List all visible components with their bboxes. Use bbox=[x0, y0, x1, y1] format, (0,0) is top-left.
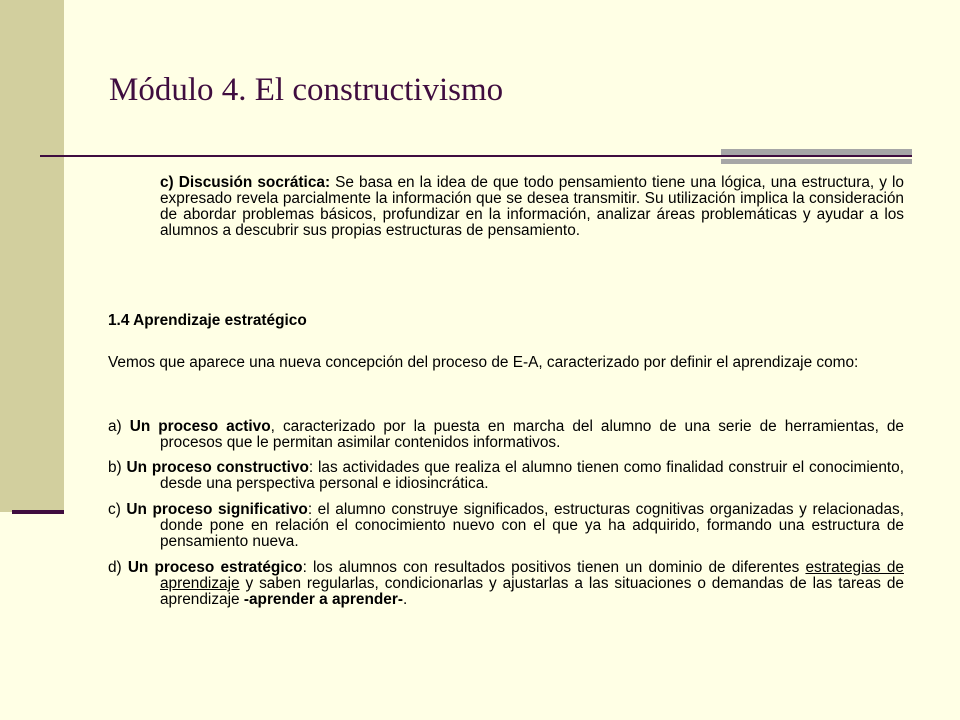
item-text: , caracterizado por la puesta en marcha del alumno de una serie de herramientas, de procesos que le permitan asimilar contenidos informativos. bbox=[160, 418, 904, 451]
lead-paragraph: Vemos que aparece una nueva concepción del proceso de E-A, caracterizado por definir el aprendizaje como: bbox=[108, 354, 859, 371]
list-item bbox=[108, 502, 904, 550]
item-text-continued: y saben regularlas, condicionarlas y ajustarlas a las situaciones o demandas de las tareas de aprendizaje bbox=[160, 575, 904, 608]
list-item bbox=[108, 460, 904, 492]
item-term: Un proceso estratégico bbox=[127, 559, 303, 576]
item-marker: d) bbox=[108, 559, 128, 576]
item-text: : las actividades que realiza el alumno tienen como finalidad construir el conocimiento, desde una perspectiva personal e idiosincrática. bbox=[160, 459, 904, 492]
list-item bbox=[108, 419, 904, 451]
intro-term: c) Discusión socrática: bbox=[160, 174, 331, 191]
strategies-link[interactable]: estrategias de aprendizaje bbox=[160, 559, 904, 592]
section-heading: 1.4 Aprendizaje estratégico bbox=[108, 312, 307, 329]
item-text: : los alumnos con resultados positivos tienen un dominio de diferentes bbox=[302, 559, 806, 576]
list-item bbox=[108, 560, 904, 608]
item-end: . bbox=[402, 591, 408, 608]
aprender-emphasis: -aprender a aprender- bbox=[243, 591, 403, 608]
intro-text: Se basa en la idea de que todo pensamiento tiene una lógica, una estructura, y lo expresado revela parcialmente la información que se desea transmitir. Su utilización implica la consideración de abordar problemas básicos, profundizar en la información, analizar áreas problemáticas y ayudar a los alumnos a descubrir sus propias estructuras de pensamiento. bbox=[160, 174, 904, 239]
item-term: Un proceso constructivo bbox=[126, 459, 309, 476]
item-marker: b) bbox=[108, 459, 127, 476]
item-text: : el alumno construye significados, estructuras cognitivas organizadas y relacionadas, donde pone en relación el conocimiento nuevo con el que ya ha adquirido, formando una estructura de pensamiento nueva. bbox=[160, 501, 904, 550]
intro-paragraph bbox=[160, 175, 904, 239]
item-marker: c) bbox=[108, 501, 127, 518]
item-term: Un proceso significativo bbox=[126, 501, 308, 518]
slide-title: Módulo 4. El constructivismo bbox=[109, 72, 504, 108]
item-term: Un proceso activo bbox=[129, 418, 271, 435]
item-marker: a) bbox=[108, 418, 130, 435]
